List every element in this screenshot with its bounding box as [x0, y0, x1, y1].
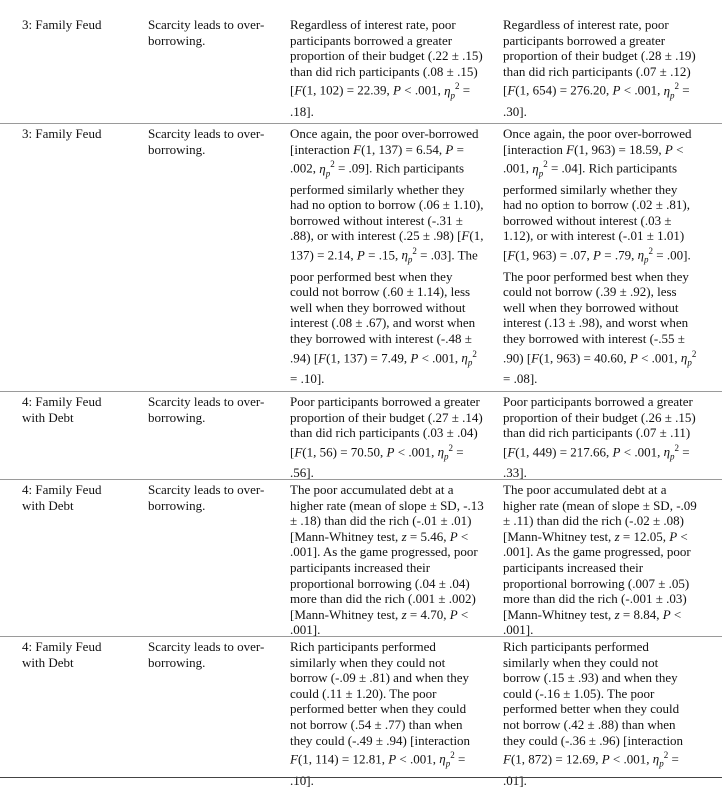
text-line: performed similarly whether they [503, 181, 678, 197]
text-line: borrowing. [148, 497, 206, 513]
text-line: ± .11) than did the rich (-.02 ± .08) [503, 513, 684, 529]
text-line: [interaction F(1, 963) = 18.59, P < [503, 141, 684, 157]
text-line: proportional borrowing (.04 ± .04) [290, 575, 470, 591]
text-line: [Mann-Whitney test, z = 5.46, P < [290, 528, 469, 544]
text-line: .94) [F(1, 137) = 7.49, P < .001, $\eta_p^2$ [290, 348, 477, 368]
text-line: 137) = 2.14, P = .15, $\eta_p^2 = .03$]. The [290, 246, 478, 265]
text-line: borrow (.15 ± .93) and when they [503, 670, 678, 686]
text-line: F(1, 872) = 12.69, P < .001, $\eta_p^2$ = [503, 750, 679, 770]
text-line: Poor participants borrowed a greater [503, 394, 693, 409]
study-cell [22, 639, 147, 670]
text-line: similarly when they could not [290, 654, 446, 670]
text-line: .30]. [503, 103, 527, 119]
study-cell [22, 394, 147, 425]
result-cell-study-b [503, 126, 709, 387]
result-cell-study-b [503, 394, 709, 481]
text-line: participants increased their [290, 559, 431, 575]
text-line: [Mann-Whitney test, z = 4.70, P < [290, 606, 469, 622]
text-line: poor performed best when they [290, 268, 453, 284]
text-line: borrowing. [148, 654, 206, 670]
row-divider [0, 636, 722, 637]
text-line: 3: Family Feud [22, 126, 102, 141]
text-line: [F(1, 56) = 70.50, P < .001, $\eta_p^2$ = [290, 442, 464, 462]
text-line: 4: Family Feud [22, 482, 102, 497]
hypothesis-cell [148, 482, 282, 513]
table-bottom-rule [0, 777, 722, 778]
text-line: could not borrow (.60 ± 1.14), less [290, 284, 471, 300]
hypothesis-cell [148, 17, 282, 48]
text-line: had no option to borrow (.02 ± .81), [503, 197, 690, 213]
row-divider [0, 479, 722, 480]
text-line: [Mann-Whitney test, z = 8.84, P < [503, 606, 682, 622]
text-line: borrowing. [148, 141, 206, 157]
text-line: borrowing. [148, 32, 206, 48]
text-line: [F(1, 654) = 276.20, P < .001, $\eta_p^2$ = [503, 81, 690, 101]
result-cell-study-b [503, 639, 709, 788]
text-line: participants increased their [503, 559, 644, 575]
text-line: proportion of their budget (.26 ± .15) [503, 409, 696, 425]
text-line: [Mann-Whitney test, z = 12.05, P < [503, 528, 688, 544]
text-line: had no option to borrow (.06 ± 1.10), [290, 197, 484, 213]
hypothesis-cell [148, 639, 282, 670]
text-line: 3: Family Feud [22, 17, 102, 32]
text-line: they could (-.49 ± .94) [interaction [290, 732, 471, 748]
text-line: The poor accumulated debt at a [503, 482, 667, 497]
text-line: than did rich participants (.08 ± .15) [290, 63, 478, 79]
text-line: borrow (-.09 ± .81) and when they [290, 670, 469, 686]
text-line: 4: Family Feud [22, 639, 102, 654]
text-line: The poor accumulated debt at a [290, 482, 454, 497]
text-line: Rich participants performed [503, 639, 649, 654]
text-line: ± .18) than did the rich (-.01 ± .01) [290, 513, 472, 529]
text-line: similarly when they could not [503, 654, 659, 670]
result-cell-study-b [503, 482, 709, 638]
text-line: with Debt [22, 654, 74, 670]
text-line: performed similarly whether they [290, 181, 465, 197]
text-line: .001]. As the game progressed, poor [290, 544, 478, 560]
text-line: they could (-.36 ± .96) [interaction [503, 732, 684, 748]
text-line: performed better when they could [290, 701, 467, 717]
text-line: .001]. [503, 622, 534, 638]
text-line: .001]. [290, 622, 321, 638]
text-line: [F(1, 449) = 217.66, P < .001, $\eta_p^2$ = [503, 442, 690, 462]
text-line: [F(1, 102) = 22.39, P < .001, $\eta_p^2$ = [290, 81, 471, 101]
text-line: .001]. As the game progressed, poor [503, 544, 691, 560]
text-line: Scarcity leads to over- [148, 126, 265, 141]
text-line: borrowed without interest (.03 ± [503, 212, 672, 228]
hypothesis-cell [148, 126, 282, 157]
text-line: borrowed without interest (-.31 ± [290, 212, 463, 228]
text-line: performed better when they could [503, 701, 680, 717]
text-line: could not borrow (.39 ± .92), less [503, 284, 677, 300]
text-line: [interaction F(1, 137) = 6.54, P = [290, 141, 464, 157]
text-line: proportional borrowing (.007 ± .05) [503, 575, 690, 591]
text-line: .10]. [290, 772, 314, 788]
text-line: The poor performed best when they [503, 268, 689, 284]
text-line: .88), or with interest (.25 ± .98) [F(1, [290, 228, 484, 244]
text-line: Regardless of interest rate, poor [503, 17, 669, 32]
result-cell-study-a [290, 126, 489, 387]
text-line: more than did the rich (.001 ± .002) [290, 591, 476, 607]
text-line: borrowing. [148, 409, 206, 425]
text-line: .18]. [290, 103, 314, 119]
text-line: = .08]. [503, 371, 538, 387]
text-line: .56]. [290, 465, 314, 481]
text-line: than did rich participants (.07 ± .12) [503, 63, 691, 79]
study-cell [22, 126, 147, 142]
text-line: higher rate (mean of slope ± SD, -.13 [290, 497, 484, 513]
text-line: could (-.16 ± 1.05). The poor [503, 685, 655, 701]
text-line: 1.12), or with interest (-.01 ± 1.01) [503, 228, 685, 244]
text-line: .90) [F(1, 963) = 40.60, P < .001, $\eta_p^2$ [503, 348, 697, 368]
text-line: not borrow (.42 ± .88) than when [503, 716, 676, 732]
text-line: Once again, the poor over-borrowed [503, 126, 692, 141]
result-cell-study-b [503, 17, 709, 119]
study-cell [22, 482, 147, 513]
result-cell-study-a [290, 394, 489, 481]
text-line: Poor participants borrowed a greater [290, 394, 480, 409]
text-line: well when they borrowed without [503, 299, 679, 315]
text-line: 4: Family Feud [22, 394, 102, 409]
text-line: Scarcity leads to over- [148, 394, 265, 409]
text-line: Once again, the poor over-borrowed [290, 126, 479, 141]
text-line: = .10]. [290, 371, 325, 387]
text-line: proportion of their budget (.28 ± .19) [503, 48, 696, 64]
text-line: interest (.08 ± .67), and worst when [290, 315, 476, 331]
study-cell [22, 17, 147, 33]
text-line: interest (.13 ± .98), and worst when [503, 315, 689, 331]
text-line: proportion of their budget (.22 ± .15) [290, 48, 483, 64]
text-line: proportion of their budget (.27 ± .14) [290, 409, 483, 425]
text-line: .01]. [503, 772, 527, 788]
text-line: [F(1, 963) = .07, P = .79, $\eta_p^2 = .00$]. [503, 246, 691, 265]
text-line: Regardless of interest rate, poor [290, 17, 456, 32]
text-line: .001, $\eta_p^2 = .04$]. Rich participants [503, 159, 678, 179]
text-line: they borrowed with interest (-.55 ± [503, 330, 685, 346]
text-line: than did rich participants (.07 ± .11) [503, 425, 691, 441]
result-cell-study-a [290, 639, 489, 788]
result-cell-study-a [290, 482, 489, 638]
result-cell-study-a [290, 17, 489, 119]
text-line: .002, $\eta_p^2 = .09$]. Rich participants [290, 159, 465, 179]
hypothesis-cell [148, 394, 282, 425]
text-line: F(1, 114) = 12.81, P < .001, $\eta_p^2$ = [290, 750, 466, 770]
text-line: Scarcity leads to over- [148, 482, 265, 497]
text-line: with Debt [22, 409, 74, 425]
text-line: Scarcity leads to over- [148, 17, 265, 32]
text-line: higher rate (mean of slope ± SD, -.09 [503, 497, 697, 513]
row-divider [0, 123, 722, 124]
text-line: Rich participants performed [290, 639, 436, 654]
text-line: well when they borrowed without [290, 299, 466, 315]
text-line: they borrowed with interest (-.48 ± [290, 330, 472, 346]
text-line: not borrow (.54 ± .77) than when [290, 716, 463, 732]
row-divider [0, 391, 722, 392]
text-line: .33]. [503, 465, 527, 481]
text-line: Scarcity leads to over- [148, 639, 265, 654]
text-line: participants borrowed a greater [290, 32, 453, 48]
text-line: could (.11 ± 1.20). The poor [290, 685, 437, 701]
text-line: more than did the rich (-.001 ± .03) [503, 591, 687, 607]
text-line: participants borrowed a greater [503, 32, 666, 48]
text-line: than did rich participants (.03 ± .04) [290, 425, 478, 441]
text-line: with Debt [22, 497, 74, 513]
